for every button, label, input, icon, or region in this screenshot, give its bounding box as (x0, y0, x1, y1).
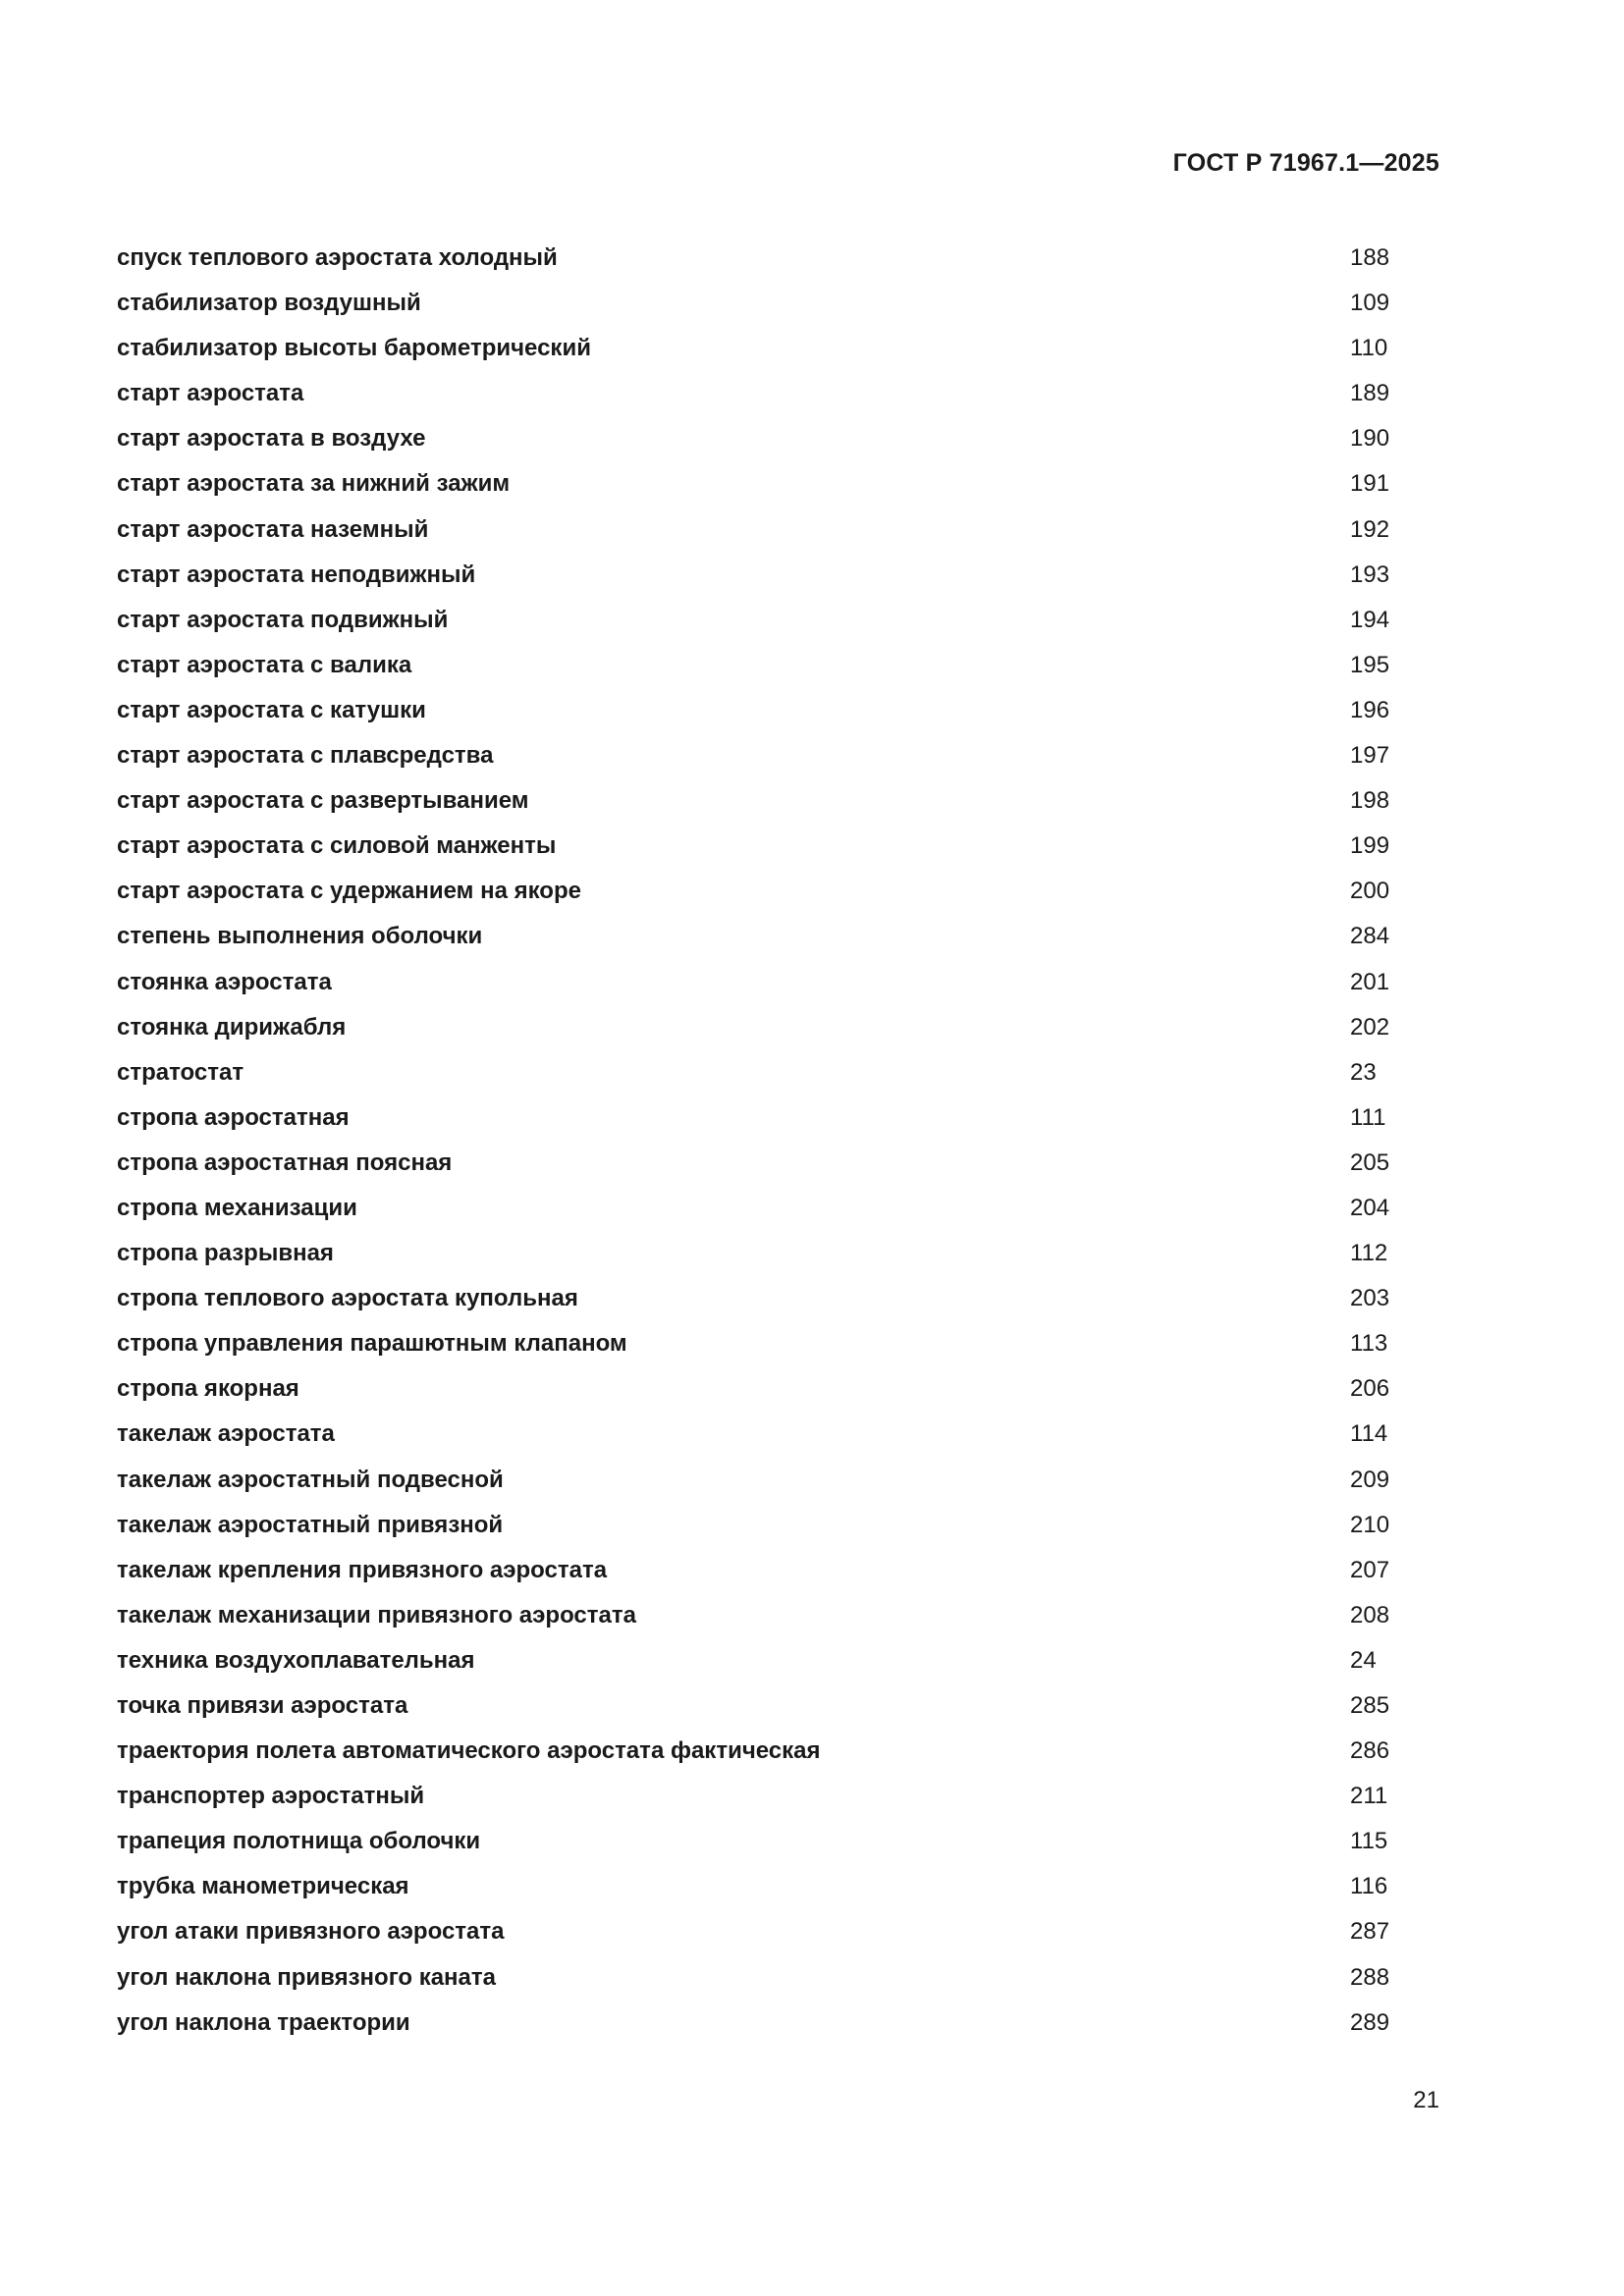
index-term-number: 196 (1350, 696, 1390, 723)
index-term-number: 209 (1350, 1466, 1390, 1493)
index-term: старт аэростата с плавсредства (117, 742, 494, 770)
index-entry (117, 831, 1393, 877)
index-term: старт аэростата с силовой манженты (117, 832, 557, 860)
index-term-number: 109 (1350, 290, 1390, 317)
index-entry (117, 1917, 1393, 1962)
index-term: стропа механизации (117, 1194, 357, 1221)
index-term: стропа теплового аэростата купольная (117, 1285, 578, 1312)
index-term-number: 205 (1350, 1148, 1390, 1176)
index-term-number: 115 (1350, 1828, 1388, 1855)
index-term-number: 112 (1350, 1240, 1388, 1267)
index-term-number: 210 (1350, 1511, 1390, 1538)
index-term-number: 206 (1350, 1375, 1390, 1403)
index-term: угол наклона траектории (117, 2008, 410, 2036)
index-term: стабилизатор высоты барометрический (117, 335, 591, 362)
index-entry (117, 1556, 1393, 1601)
index-term: старт аэростата с удержанием на якоре (117, 878, 581, 905)
index-term: старт аэростата (117, 380, 304, 407)
index-entry (117, 1194, 1393, 1239)
index-term: стропа аэростатная поясная (117, 1148, 453, 1176)
index-entry (117, 2008, 1393, 2054)
index-entry (117, 1872, 1393, 1917)
index-term-number: 24 (1350, 1646, 1377, 1674)
page-number: 21 (1413, 2087, 1439, 2113)
index-term: старт аэростата с валика (117, 651, 412, 678)
index-entry (117, 786, 1393, 831)
index-entry (117, 1148, 1393, 1194)
index-term: старт аэростата в воздухе (117, 425, 426, 453)
index-term-number: 114 (1350, 1420, 1388, 1448)
index-term-number: 111 (1350, 1103, 1386, 1131)
index-term-number: 113 (1350, 1330, 1388, 1358)
index-entry (117, 469, 1393, 514)
index-entry (117, 877, 1393, 922)
index-entry (117, 922, 1393, 967)
document-header: ГОСТ Р 71967.1—2025 (1172, 149, 1439, 177)
index-entry (117, 1736, 1393, 1782)
index-term-number: 193 (1350, 561, 1390, 588)
index-entry (117, 379, 1393, 424)
index-term-number: 201 (1350, 968, 1390, 995)
index-term-number: 285 (1350, 1692, 1390, 1719)
index-entry (117, 1511, 1393, 1556)
index-term: степень выполнения оболочки (117, 923, 483, 950)
index-term-number: 189 (1350, 380, 1390, 407)
index-entry (117, 741, 1393, 786)
index-term: такелаж крепления привязного аэростата (117, 1556, 608, 1583)
index-term: старт аэростата с катушки (117, 696, 426, 723)
index-term-number: 202 (1350, 1013, 1390, 1041)
index-term-number: 200 (1350, 878, 1390, 905)
index-entry (117, 968, 1393, 1013)
index-term: стоянка аэростата (117, 968, 332, 995)
index-term-number: 116 (1350, 1873, 1388, 1900)
index-term-number: 286 (1350, 1737, 1390, 1765)
index-term-number: 211 (1350, 1783, 1388, 1810)
index-entry (117, 1963, 1393, 2008)
index-term: стропа аэростатная (117, 1103, 350, 1131)
index-term-number: 207 (1350, 1556, 1390, 1583)
index-entry (117, 1284, 1393, 1329)
index-entry (117, 424, 1393, 469)
index-entry (117, 1419, 1393, 1465)
index-term: такелаж механизации привязного аэростата (117, 1601, 636, 1629)
index-term: техника воздухоплавательная (117, 1646, 475, 1674)
index-term-number: 190 (1350, 425, 1390, 453)
index-entry (117, 334, 1393, 379)
index-term: точка привязи аэростата (117, 1692, 408, 1719)
index-term-number: 195 (1350, 651, 1390, 678)
index-term: угол наклона привязного каната (117, 1963, 497, 1991)
index-term: такелаж аэростатный привязной (117, 1511, 504, 1538)
index-term-number: 284 (1350, 923, 1390, 950)
index-entry (117, 651, 1393, 696)
index-entry (117, 1691, 1393, 1736)
index-entry (117, 606, 1393, 651)
index-term-number: 188 (1350, 244, 1390, 271)
alphabetical-index (117, 243, 1393, 2054)
index-entry (117, 1782, 1393, 1827)
index-entry (117, 1058, 1393, 1103)
index-term: такелаж аэростата (117, 1420, 335, 1448)
index-term: транспортер аэростатный (117, 1783, 425, 1810)
index-term-number: 110 (1350, 335, 1388, 362)
index-entry (117, 1374, 1393, 1419)
index-term-number: 192 (1350, 515, 1390, 543)
index-term-number: 197 (1350, 742, 1390, 770)
index-term-number: 191 (1350, 470, 1390, 498)
index-term: старт аэростата наземный (117, 515, 429, 543)
index-term-number: 288 (1350, 1963, 1390, 1991)
index-term: трапеция полотнища оболочки (117, 1828, 481, 1855)
index-term-number: 194 (1350, 606, 1390, 633)
index-entry (117, 1827, 1393, 1872)
index-entry (117, 1013, 1393, 1058)
index-term-number: 199 (1350, 832, 1390, 860)
index-term: старт аэростата за нижний зажим (117, 470, 511, 498)
index-entry (117, 1466, 1393, 1511)
index-term-number: 204 (1350, 1194, 1390, 1221)
index-term: стабилизатор воздушный (117, 290, 421, 317)
index-term: стропа якорная (117, 1375, 299, 1403)
index-term: стратостат (117, 1058, 244, 1086)
index-term: спуск теплового аэростата холодный (117, 244, 558, 271)
index-term-number: 198 (1350, 787, 1390, 815)
index-term-number: 203 (1350, 1285, 1390, 1312)
index-term: трубка манометрическая (117, 1873, 409, 1900)
index-entry (117, 515, 1393, 561)
index-term-number: 287 (1350, 1918, 1390, 1946)
index-term-number: 23 (1350, 1058, 1377, 1086)
index-term: старт аэростата с развертыванием (117, 787, 529, 815)
index-entry (117, 1601, 1393, 1646)
index-entry (117, 696, 1393, 741)
index-term-number: 208 (1350, 1601, 1390, 1629)
index-entry (117, 1329, 1393, 1374)
index-entry (117, 243, 1393, 289)
index-term: старт аэростата подвижный (117, 606, 449, 633)
index-term: угол атаки привязного аэростата (117, 1918, 505, 1946)
index-term: такелаж аэростатный подвесной (117, 1466, 504, 1493)
index-entry (117, 1239, 1393, 1284)
index-term: стоянка дирижабля (117, 1013, 347, 1041)
index-term: старт аэростата неподвижный (117, 561, 476, 588)
index-term: стропа разрывная (117, 1240, 334, 1267)
index-term: траектория полета автоматического аэростата фактическая (117, 1737, 821, 1765)
index-term: стропа управления парашютным клапаном (117, 1330, 627, 1358)
index-entry (117, 289, 1393, 334)
index-entry (117, 1646, 1393, 1691)
index-entry (117, 561, 1393, 606)
index-entry (117, 1103, 1393, 1148)
index-term-number: 289 (1350, 2008, 1390, 2036)
